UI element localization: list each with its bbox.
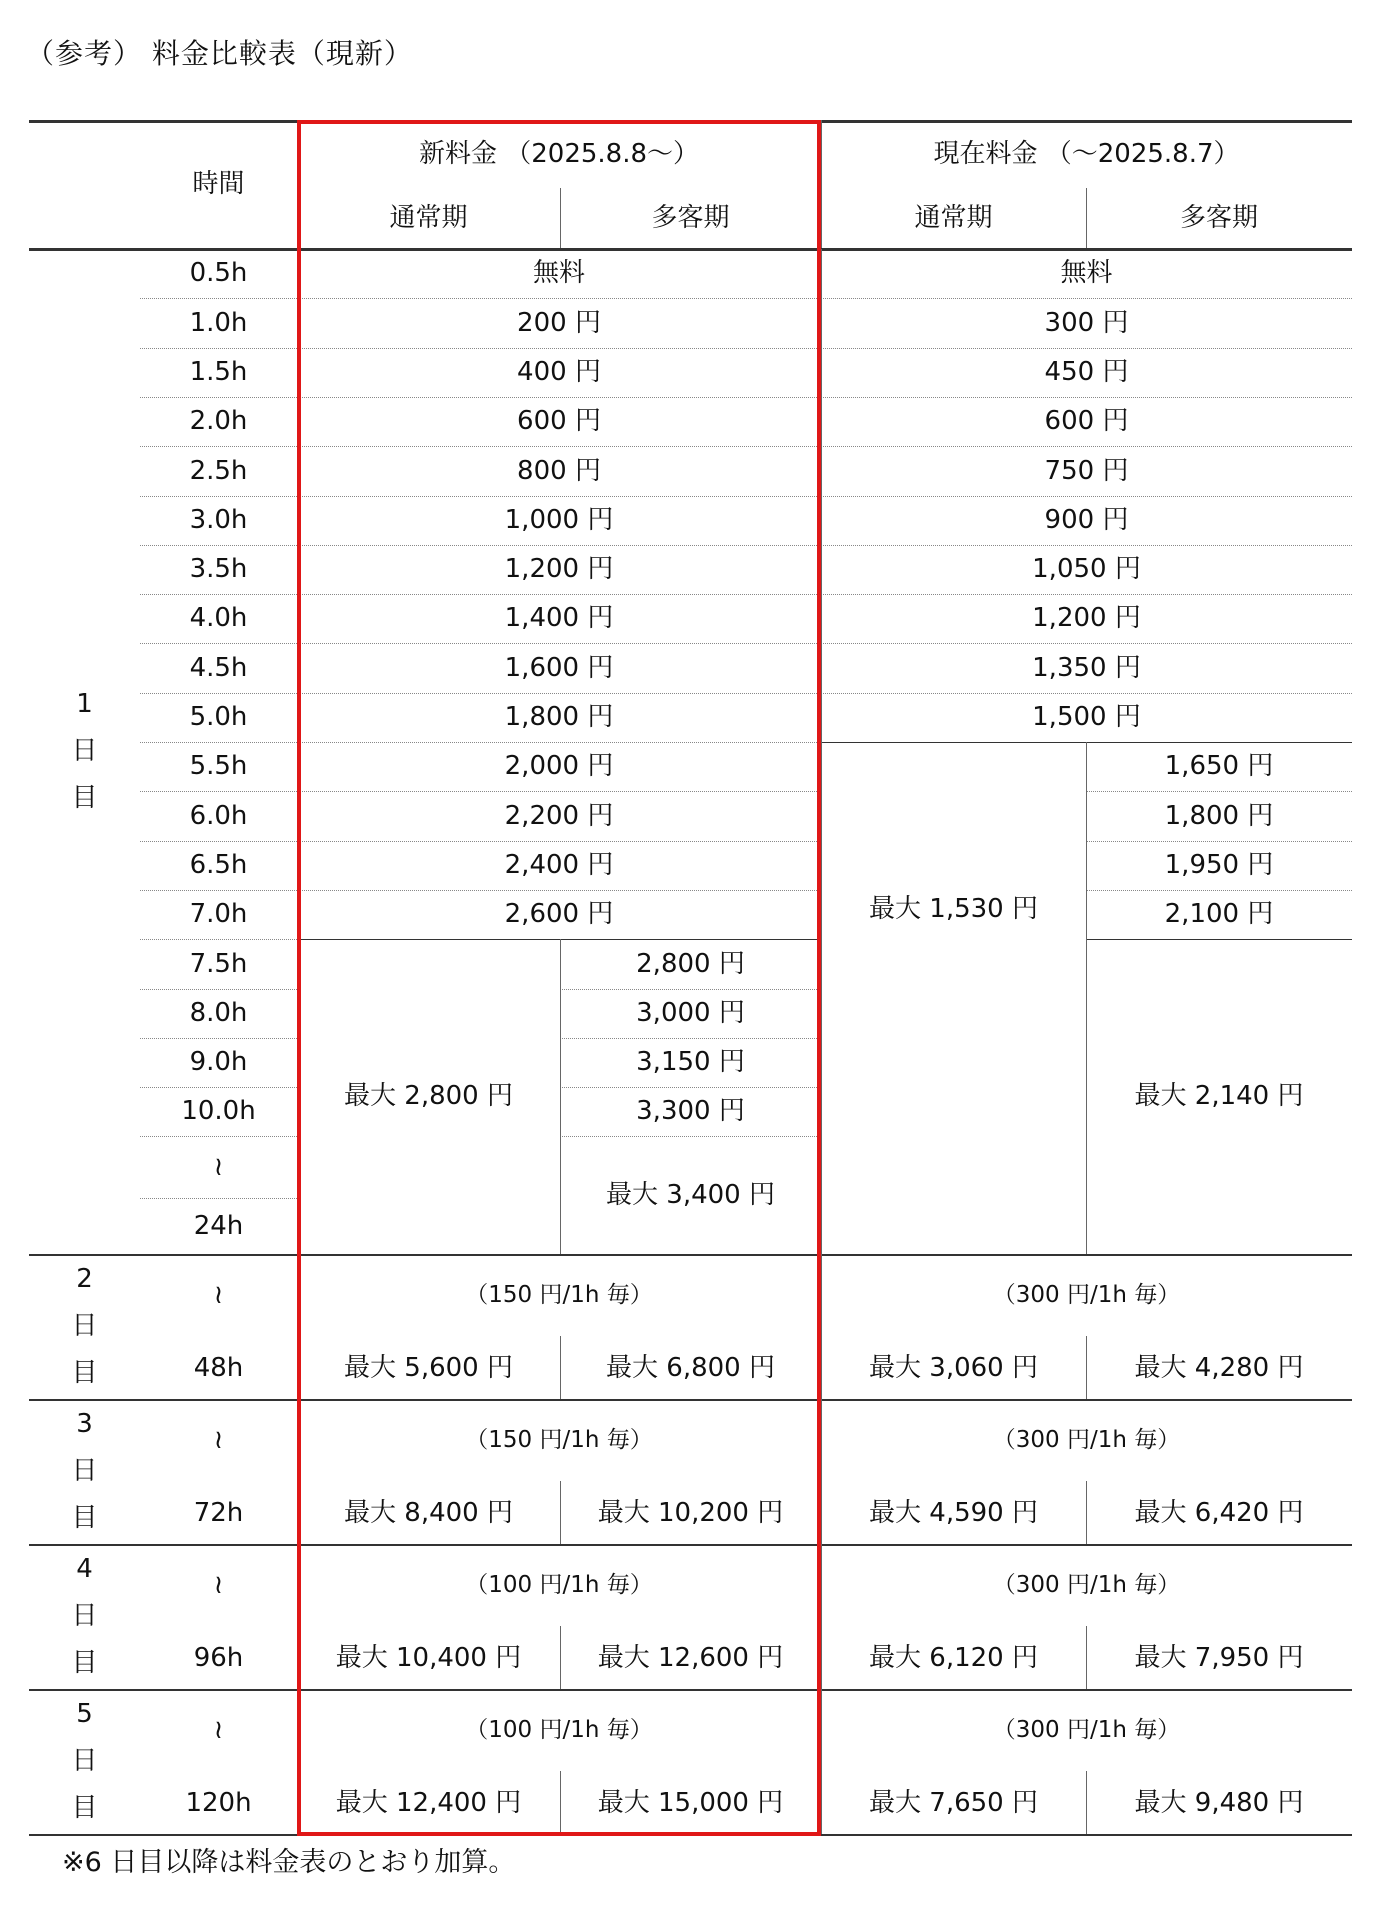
new-busy-max: 最大 15,000 円 <box>597 1787 784 1818</box>
time-label: 7.5h <box>189 948 248 979</box>
current-rate-value: 1,200 円 <box>1032 603 1141 634</box>
current-rate-value: 1,050 円 <box>1032 554 1141 585</box>
current-busy-max: 最大 4,280 円 <box>1134 1352 1304 1383</box>
new-busy-value: 3,300 円 <box>636 1096 745 1127</box>
new-busy-value: 3,150 円 <box>636 1047 745 1078</box>
current-hourly-rate: （300 円/1h 毎） <box>992 1571 1181 1598</box>
current-busy-value: 1,950 円 <box>1164 849 1274 880</box>
fee-comparison-table <box>29 120 1352 1840</box>
day-1-label: 1 日 目 <box>71 689 98 814</box>
new-rate-value: 2,600 円 <box>504 899 614 930</box>
current-busy-value: 1,800 円 <box>1164 800 1274 831</box>
new-rate-value: 200 円 <box>517 307 601 338</box>
time-label: 0.5h <box>189 258 248 289</box>
current-rate-value: 300 円 <box>1044 307 1129 338</box>
time-label: 3.5h <box>189 554 248 585</box>
day-label: 5 日 目 <box>71 1699 98 1824</box>
new-busy-max: 最大 10,200 円 <box>597 1497 784 1528</box>
header-new-rate: 新料金 （2025.8.8～） <box>418 138 700 169</box>
new-busy-max: 最大 6,800 円 <box>606 1352 775 1383</box>
time-label: 10.0h <box>181 1096 256 1127</box>
time-label: 6.5h <box>189 849 248 880</box>
range-mark: ≀ <box>213 1280 224 1311</box>
header-time: 時間 <box>192 168 245 199</box>
new-rate-value: 1,000 円 <box>504 504 614 535</box>
new-rate-value: 1,400 円 <box>504 603 614 634</box>
current-normal-max: 最大 7,650 円 <box>869 1787 1038 1818</box>
current-busy-max: 最大 6,420 円 <box>1134 1497 1304 1528</box>
new-rate-value: 1,200 円 <box>504 554 614 585</box>
new-busy-value: 3,000 円 <box>636 997 745 1028</box>
column-divider <box>1086 1626 1087 1689</box>
day-label: 2 日 目 <box>71 1264 98 1389</box>
new-rate-value: 800 円 <box>517 455 601 486</box>
column-divider <box>1086 188 1087 248</box>
new-rate-value: 2,000 円 <box>504 751 614 782</box>
header-new-busy: 多客期 <box>651 202 730 233</box>
new-normal-max: 最大 8,400 円 <box>344 1497 513 1528</box>
time-label: 24h <box>193 1211 244 1242</box>
new-rate-value: 1,600 円 <box>504 652 614 683</box>
current-normal-max: 最大 6,120 円 <box>869 1642 1038 1673</box>
column-divider <box>821 1689 822 1834</box>
new-hourly-rate: （150 円/1h 毎） <box>465 1281 653 1308</box>
time-label: 4.0h <box>189 603 248 634</box>
new-busy-max: 最大 12,600 円 <box>597 1642 784 1673</box>
time-label: 7.0h <box>189 899 248 930</box>
time-label: 2.5h <box>189 455 248 486</box>
current-rate-value: 600 円 <box>1044 406 1129 437</box>
header-current-busy: 多客期 <box>1179 202 1258 233</box>
header-current-normal: 通常期 <box>914 202 993 233</box>
time-label: 8.0h <box>189 997 248 1028</box>
column-divider <box>821 120 822 248</box>
time-label: 6.0h <box>189 800 248 831</box>
range-mark: ≀ <box>213 1152 224 1183</box>
new-normal-max: 最大 12,400 円 <box>335 1787 522 1818</box>
column-divider <box>821 1254 822 1399</box>
range-mark: ≀ <box>213 1425 224 1456</box>
merge-divider <box>1086 939 1352 940</box>
new-normal-max: 最大 5,600 円 <box>344 1352 513 1383</box>
new-hourly-rate: （150 円/1h 毎） <box>465 1426 653 1453</box>
current-busy-max: 最大 7,950 円 <box>1134 1642 1304 1673</box>
new-normal-max: 最大 10,400 円 <box>335 1642 522 1673</box>
current-rate-value: 1,350 円 <box>1032 652 1141 683</box>
new-rate-value: 1,800 円 <box>504 702 614 733</box>
column-divider <box>560 1626 561 1689</box>
current-hourly-rate: （300 円/1h 毎） <box>992 1281 1181 1308</box>
new-hourly-rate: （100 円/1h 毎） <box>465 1571 653 1598</box>
time-label: 5.5h <box>189 751 248 782</box>
current-busy-max: 最大 9,480 円 <box>1134 1787 1304 1818</box>
new-rate-value: 2,400 円 <box>504 849 614 880</box>
current-busy-max: 最大 2,140 円 <box>1134 1081 1304 1112</box>
merge-divider <box>297 939 821 940</box>
day-label: 3 日 目 <box>71 1409 98 1534</box>
range-mark: ≀ <box>213 1570 224 1601</box>
column-divider <box>1086 742 1087 1254</box>
header-new-normal: 通常期 <box>389 202 468 233</box>
new-busy-value: 2,800 円 <box>636 948 745 979</box>
current-rate-value: 450 円 <box>1044 356 1129 387</box>
column-divider <box>560 1336 561 1399</box>
column-divider <box>560 1771 561 1834</box>
current-normal-max: 最大 4,590 円 <box>869 1497 1038 1528</box>
column-divider <box>821 1399 822 1544</box>
new-rate-value: 無料 <box>532 258 585 289</box>
current-busy-value: 2,100 円 <box>1164 899 1274 930</box>
new-rate-value: 2,200 円 <box>504 800 614 831</box>
column-divider <box>1086 1771 1087 1834</box>
current-rate-value: 750 円 <box>1044 455 1129 486</box>
current-hourly-rate: （300 円/1h 毎） <box>992 1426 1181 1453</box>
footnote: ※6 日目以降は料金表のとおり加算。 <box>62 1847 516 1878</box>
column-divider <box>560 188 561 248</box>
new-busy-max: 最大 3,400 円 <box>606 1180 775 1211</box>
header-current-rate: 現在料金 （～2025.8.7） <box>933 138 1240 169</box>
current-rate-value: 1,500 円 <box>1032 702 1141 733</box>
range-mark: ≀ <box>213 1715 224 1746</box>
current-busy-value: 1,650 円 <box>1164 751 1274 782</box>
new-rate-value: 400 円 <box>517 356 601 387</box>
current-normal-max: 最大 1,530 円 <box>869 893 1038 924</box>
table-bottom-rule <box>29 1834 1352 1836</box>
time-label: 1.0h <box>189 307 248 338</box>
time-label: 120h <box>185 1787 252 1818</box>
column-divider <box>821 249 822 1254</box>
day-label: 4 日 目 <box>71 1554 98 1679</box>
page-title: （参考） 料金比較表（現新） <box>26 37 413 70</box>
current-hourly-rate: （300 円/1h 毎） <box>992 1716 1181 1743</box>
time-label: 9.0h <box>189 1047 248 1078</box>
time-label: 3.0h <box>189 504 248 535</box>
time-label: 48h <box>193 1352 244 1383</box>
column-divider <box>560 939 561 1254</box>
time-label: 72h <box>193 1497 244 1528</box>
time-label: 5.0h <box>189 702 248 733</box>
column-divider <box>821 1544 822 1689</box>
column-divider <box>1086 1336 1087 1399</box>
time-label: 96h <box>193 1642 244 1673</box>
time-label: 4.5h <box>189 652 248 683</box>
new-hourly-rate: （100 円/1h 毎） <box>465 1716 653 1743</box>
new-rate-value: 600 円 <box>517 406 601 437</box>
current-normal-max: 最大 3,060 円 <box>869 1352 1038 1383</box>
current-rate-value: 900 円 <box>1044 504 1129 535</box>
time-label: 1.5h <box>189 356 248 387</box>
time-label: 2.0h <box>189 406 248 437</box>
column-divider <box>560 1481 561 1544</box>
new-normal-max: 最大 2,800 円 <box>344 1081 513 1112</box>
current-rate-value: 無料 <box>1060 258 1113 289</box>
column-divider <box>1086 1481 1087 1544</box>
